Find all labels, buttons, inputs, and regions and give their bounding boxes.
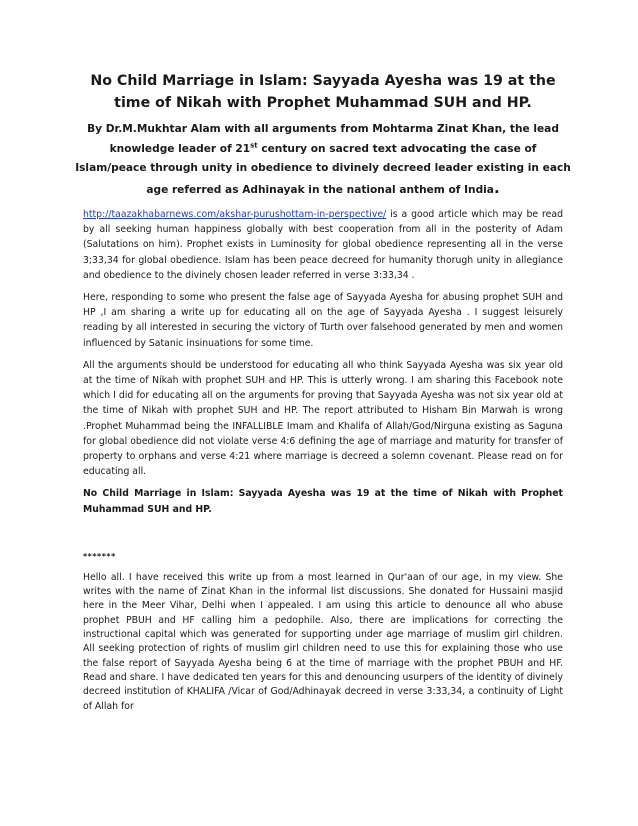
intro-paragraph-text: is a good article which may be read by all seeking human happiness globally with best cooperation from all in the posterity of Adam (Salutations on him). Prophet exists in Luminosity for global obedience representing all in the verse 3;33,34 for global obedience. Islam has been peace decreed for humanity thorugh unity in allegiance and obedience to the divinely chosen leader referred in verse 3:33,34 . [83,209,563,281]
paragraph-hello: Hello all. I have received this write up from a most learned in Qur'aan of our age, in my view. She writes with the name of Zinat Khan in the informal list discussions. She donated for Hussaini masjid here in the Meer Vihar, Delhi when I appealed. I am using this article to denounce all who abuse prophet PBUH and HF calling him a pedophile. Also, there are implications for correcting the instructional capital which was generated for supporting under age marriage of muslim girl children. All seeking protection of rights of muslim girl children need to use this for explaining those who use the false report of Sayyada Ayesha being 6 at the time of marriage with the prophet PBUH and HF. Read and share. I have dedicated ten years for this and denouncing usurpers of the identity of divinely decreed institution of KHALIFA /Vicar of God/Adhinayak decreed in verse 3:33,34, a continuity of Light of Allah for [83,571,563,712]
byline-text: By Dr.M.Mukhtar Alam with all arguments from Mohtarma Zinat Khan, the lead knowledge leader of 21 [87,123,559,155]
paragraph-arguments: All the arguments should be understood for educating all who think Sayyada Ayesha was six year old at the time of Nikah with prophet SUH and HP. This is utterly wrong. I am sharing this Facebook note which I did for educating all on the arguments for proving that Sayyada Ayesha was not six year old at the time of Nikah with prophet SUH and HP. The report attributed to Hisham Bin Marwah is wrong .Prophet Muhammad being the INFALLIBLE Imam and Khalifa of Allah/God/Nirguna existing as Saguna for global obedience did not violate verse 4:6 defining the age of marriage and maturity for transfer of property to orphans and verse 4:21 where marriage is decreed a solemn covenant. Please read on for educating all. [83,359,563,478]
byline-text-continued: century on sacred text advocating the case of Islam/peace through unity in obedience to divinely decreed leader existing in each age referred as Adhinayak in the national anthem of India [75,142,571,196]
document-page [75,70,571,714]
byline-superscript: st [250,140,258,149]
document-title: No Child Marriage in Islam: Sayyada Ayesha was 19 at the time of Nikah with Prophet Muhammad SUH and HP. [90,73,556,111]
bold-heading: No Child Marriage in Islam: Sayyada Ayesha was 19 at the time of Nikah with Prophet Muhammad SUH and HP. [83,488,563,515]
paragraph-response: Here, responding to some who present the false age of Sayyada Ayesha for abusing prophet SUH and HP ,I am sharing a write up for educating all on the age of Sayyada Ayesha . I suggest leisurely reading by all interested in securing the victory of Turth over falsehood generated by men and women influenced by Satanic insinuations for some time. [83,292,563,349]
article-link[interactable]: http://taazakhabarnews.com/akshar-purushottam-in-perspective/ [83,209,387,220]
separator: ******* [83,551,116,561]
byline [75,120,571,200]
intro-paragraph [83,207,563,283]
byline-period: . [493,178,500,197]
